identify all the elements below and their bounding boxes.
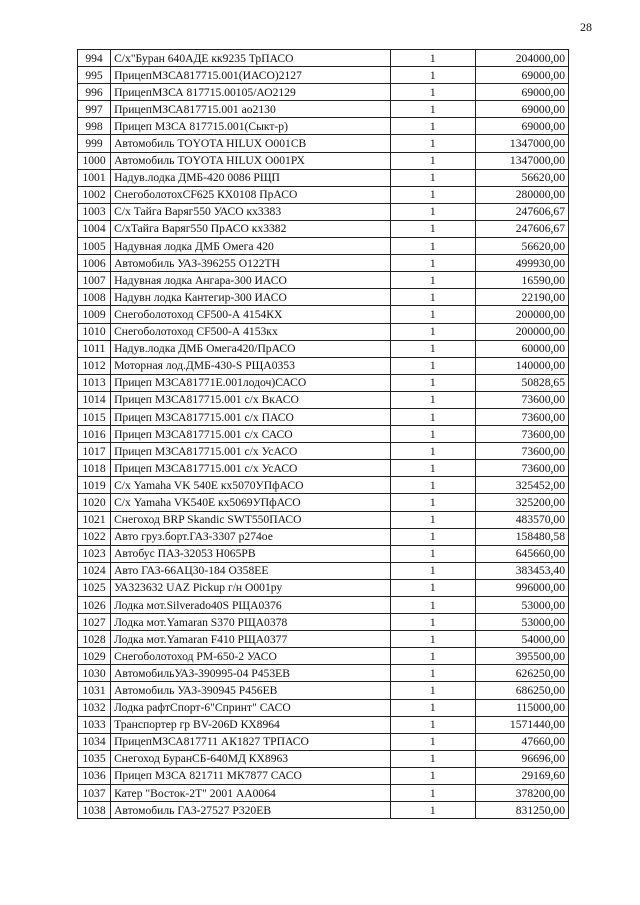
item-name-cell: Транспортер гр BV-206D КХ8964: [111, 716, 391, 733]
amount-cell: 53000,00: [475, 614, 568, 631]
amount-cell: 645660,00: [475, 545, 568, 562]
quantity-cell: 1: [390, 255, 475, 272]
item-name-cell: СнегоболотохCF625 КХ0108 ПрАСО: [111, 186, 391, 203]
table-row: [78, 357, 569, 374]
amount-cell: 831250,00: [475, 802, 568, 819]
amount-cell: 247606,67: [475, 203, 568, 220]
amount-cell: 73600,00: [475, 391, 568, 408]
item-name-cell: Лодка мот.Yamaran S370 РЩА0378: [111, 614, 391, 631]
amount-cell: 204000,00: [475, 50, 568, 67]
amount-cell: 1571440,00: [475, 716, 568, 733]
quantity-cell: 1: [390, 186, 475, 203]
item-name-cell: С/х Yamaha VK540Е кх5069УПфАСО: [111, 494, 391, 511]
row-number-cell: 1012: [78, 357, 111, 374]
amount-cell: 73600,00: [475, 426, 568, 443]
amount-cell: 200000,00: [475, 323, 568, 340]
item-name-cell: Автомобиль TOYOTA HILUX О001СВ: [111, 135, 391, 152]
table-row: [78, 101, 569, 118]
item-name-cell: Снегоход БуранСБ-640МД КХ8963: [111, 750, 391, 767]
quantity-cell: 1: [390, 648, 475, 665]
table-row: [78, 511, 569, 528]
quantity-cell: 1: [390, 391, 475, 408]
quantity-cell: 1: [390, 118, 475, 135]
item-name-cell: Снегоход BRP Skandic SWT550ПАСО: [111, 511, 391, 528]
quantity-cell: 1: [390, 631, 475, 648]
item-name-cell: Снегоболотоход РМ-650-2 УАСО: [111, 648, 391, 665]
quantity-cell: 1: [390, 750, 475, 767]
row-number-cell: 996: [78, 84, 111, 101]
table-row: [78, 802, 569, 819]
item-name-cell: Снегоболотоход CF500-А 4154КХ: [111, 306, 391, 323]
row-number-cell: 1008: [78, 289, 111, 306]
table-row: [78, 152, 569, 169]
item-name-cell: Надувная лодка Ангара-300 ИАСО: [111, 272, 391, 289]
amount-cell: 60000,00: [475, 340, 568, 357]
inventory-table-body: [78, 50, 569, 819]
table-row: [78, 614, 569, 631]
quantity-cell: 1: [390, 50, 475, 67]
amount-cell: 69000,00: [475, 84, 568, 101]
quantity-cell: 1: [390, 614, 475, 631]
quantity-cell: 1: [390, 272, 475, 289]
table-row: [78, 699, 569, 716]
table-row: [78, 67, 569, 84]
amount-cell: 325200,00: [475, 494, 568, 511]
row-number-cell: 1021: [78, 511, 111, 528]
amount-cell: 1347000,00: [475, 152, 568, 169]
quantity-cell: 1: [390, 733, 475, 750]
row-number-cell: 1022: [78, 528, 111, 545]
item-name-cell: Автомобиль УАЗ-390945 Р456ЕВ: [111, 682, 391, 699]
item-name-cell: Лодка мот.Silverado40S РЩА0376: [111, 597, 391, 614]
amount-cell: 247606,67: [475, 220, 568, 237]
amount-cell: 1347000,00: [475, 135, 568, 152]
table-row: [78, 477, 569, 494]
row-number-cell: 1026: [78, 597, 111, 614]
table-row: [78, 528, 569, 545]
quantity-cell: 1: [390, 597, 475, 614]
amount-cell: 54000,00: [475, 631, 568, 648]
item-name-cell: Прицеп МЗСА81771Е.001лодоч)САСО: [111, 374, 391, 391]
quantity-cell: 1: [390, 152, 475, 169]
amount-cell: 686250,00: [475, 682, 568, 699]
amount-cell: 73600,00: [475, 460, 568, 477]
amount-cell: 50828,65: [475, 374, 568, 391]
row-number-cell: 1005: [78, 238, 111, 255]
row-number-cell: 1034: [78, 733, 111, 750]
table-row: [78, 374, 569, 391]
page-number: 28: [580, 20, 592, 34]
table-row: [78, 391, 569, 408]
row-number-cell: 1036: [78, 767, 111, 784]
amount-cell: 383453,40: [475, 562, 568, 579]
table-row: [78, 50, 569, 67]
row-number-cell: 1006: [78, 255, 111, 272]
row-number-cell: 1009: [78, 306, 111, 323]
item-name-cell: Лодка рафтСпорт-6"Спринт" САСО: [111, 699, 391, 716]
quantity-cell: 1: [390, 494, 475, 511]
quantity-cell: 1: [390, 682, 475, 699]
row-number-cell: 995: [78, 67, 111, 84]
quantity-cell: 1: [390, 665, 475, 682]
row-number-cell: 1025: [78, 579, 111, 596]
row-number-cell: 1030: [78, 665, 111, 682]
row-number-cell: 1035: [78, 750, 111, 767]
amount-cell: 483570,00: [475, 511, 568, 528]
quantity-cell: 1: [390, 545, 475, 562]
amount-cell: 96696,00: [475, 750, 568, 767]
item-name-cell: Авто ГАЗ-66АЦ30-184 О358ЕЕ: [111, 562, 391, 579]
table-row: [78, 733, 569, 750]
item-name-cell: Авто груз.борт.ГАЗ-3307 р274ое: [111, 528, 391, 545]
item-name-cell: Прицеп МЗСА 821711 МК7877 САСО: [111, 767, 391, 784]
row-number-cell: 1007: [78, 272, 111, 289]
table-row: [78, 665, 569, 682]
quantity-cell: 1: [390, 220, 475, 237]
item-name-cell: Прицеп МЗСА817715.001 с/х ПАСО: [111, 408, 391, 425]
row-number-cell: 1002: [78, 186, 111, 203]
row-number-cell: 1020: [78, 494, 111, 511]
amount-cell: 47660,00: [475, 733, 568, 750]
table-row: [78, 118, 569, 135]
table-row: [78, 631, 569, 648]
row-number-cell: 1037: [78, 785, 111, 802]
amount-cell: 395500,00: [475, 648, 568, 665]
quantity-cell: 1: [390, 135, 475, 152]
quantity-cell: 1: [390, 408, 475, 425]
item-name-cell: Автобус ПАЗ-32053 Н065РВ: [111, 545, 391, 562]
item-name-cell: Надув.лодка ДМБ-420 0086 РЩП: [111, 169, 391, 186]
quantity-cell: 1: [390, 528, 475, 545]
table-row: [78, 340, 569, 357]
item-name-cell: Лодка мот.Yamaran F410 РЩА0377: [111, 631, 391, 648]
row-number-cell: 1004: [78, 220, 111, 237]
table-row: [78, 323, 569, 340]
quantity-cell: 1: [390, 579, 475, 596]
table-row: [78, 785, 569, 802]
amount-cell: 158480,58: [475, 528, 568, 545]
row-number-cell: 1015: [78, 408, 111, 425]
quantity-cell: 1: [390, 67, 475, 84]
quantity-cell: 1: [390, 716, 475, 733]
quantity-cell: 1: [390, 785, 475, 802]
item-name-cell: С/х Yamaha VK 540Е кх5070УПфАСО: [111, 477, 391, 494]
row-number-cell: 1010: [78, 323, 111, 340]
quantity-cell: 1: [390, 767, 475, 784]
quantity-cell: 1: [390, 323, 475, 340]
table-row: [78, 289, 569, 306]
row-number-cell: 1027: [78, 614, 111, 631]
amount-cell: 16590,00: [475, 272, 568, 289]
table-row: [78, 408, 569, 425]
item-name-cell: ПрицепМЗСА817711 АК1827 ТРПАСО: [111, 733, 391, 750]
table-row: [78, 597, 569, 614]
row-number-cell: 1003: [78, 203, 111, 220]
table-row: [78, 306, 569, 323]
row-number-cell: 1031: [78, 682, 111, 699]
quantity-cell: 1: [390, 460, 475, 477]
table-row: [78, 767, 569, 784]
table-row: [78, 443, 569, 460]
quantity-cell: 1: [390, 238, 475, 255]
amount-cell: 73600,00: [475, 408, 568, 425]
item-name-cell: Моторная лод.ДМБ-430-S РЩА0353: [111, 357, 391, 374]
quantity-cell: 1: [390, 511, 475, 528]
table-row: [78, 750, 569, 767]
table-row: [78, 460, 569, 477]
table-row: [78, 186, 569, 203]
table-row: [78, 648, 569, 665]
item-name-cell: С/хТайга Варяг550 ПрАСО кх3382: [111, 220, 391, 237]
item-name-cell: Катер "Восток-2Т" 2001 АА0064: [111, 785, 391, 802]
item-name-cell: Прицеп МЗСА 817715.001(Сыкт-р): [111, 118, 391, 135]
table-row: [78, 579, 569, 596]
quantity-cell: 1: [390, 426, 475, 443]
row-number-cell: 1024: [78, 562, 111, 579]
amount-cell: 325452,00: [475, 477, 568, 494]
row-number-cell: 994: [78, 50, 111, 67]
quantity-cell: 1: [390, 340, 475, 357]
table-row: [78, 545, 569, 562]
table-row: [78, 169, 569, 186]
table-row: [78, 426, 569, 443]
item-name-cell: Надув.лодка ДМБ Омега420/ПрАСО: [111, 340, 391, 357]
row-number-cell: 1038: [78, 802, 111, 819]
inventory-table: [77, 49, 569, 819]
item-name-cell: ПрицепМЗСА817715.001 ао2130: [111, 101, 391, 118]
quantity-cell: 1: [390, 289, 475, 306]
row-number-cell: 1016: [78, 426, 111, 443]
table-row: [78, 562, 569, 579]
row-number-cell: 1014: [78, 391, 111, 408]
row-number-cell: 997: [78, 101, 111, 118]
item-name-cell: Прицеп МЗСА817715.001 с/х ВкАСО: [111, 391, 391, 408]
quantity-cell: 1: [390, 101, 475, 118]
table-row: [78, 494, 569, 511]
amount-cell: 69000,00: [475, 67, 568, 84]
item-name-cell: ПрицепМЗСА817715.001(ИАСО)2127: [111, 67, 391, 84]
row-number-cell: 1001: [78, 169, 111, 186]
item-name-cell: Надувн лодка Кантегир-300 ИАСО: [111, 289, 391, 306]
item-name-cell: ПрицепМЗСА 817715.00105/АО2129: [111, 84, 391, 101]
amount-cell: 56620,00: [475, 169, 568, 186]
row-number-cell: 1023: [78, 545, 111, 562]
quantity-cell: 1: [390, 477, 475, 494]
quantity-cell: 1: [390, 84, 475, 101]
row-number-cell: 1019: [78, 477, 111, 494]
item-name-cell: С/х"Буран 640АДЕ кк9235 ТрПАСО: [111, 50, 391, 67]
item-name-cell: УА323632 UAZ Pickup г/н О001ру: [111, 579, 391, 596]
item-name-cell: АвтомобильУАЗ-390995-04 Р453ЕВ: [111, 665, 391, 682]
item-name-cell: Снегоболотоход CF500-А 4153кх: [111, 323, 391, 340]
amount-cell: 996000,00: [475, 579, 568, 596]
amount-cell: 378200,00: [475, 785, 568, 802]
amount-cell: 22190,00: [475, 289, 568, 306]
row-number-cell: 1013: [78, 374, 111, 391]
row-number-cell: 998: [78, 118, 111, 135]
item-name-cell: Прицеп МЗСА817715.001 с/х УсАСО: [111, 443, 391, 460]
item-name-cell: Автомобиль ГАЗ-27527 Р320ЕВ: [111, 802, 391, 819]
table-row: [78, 84, 569, 101]
amount-cell: 69000,00: [475, 118, 568, 135]
item-name-cell: Автомобиль УАЗ-396255 О122ТН: [111, 255, 391, 272]
quantity-cell: 1: [390, 306, 475, 323]
amount-cell: 140000,00: [475, 357, 568, 374]
row-number-cell: 999: [78, 135, 111, 152]
amount-cell: 53000,00: [475, 597, 568, 614]
row-number-cell: 1017: [78, 443, 111, 460]
item-name-cell: Надувная лодка ДМБ Омега 420: [111, 238, 391, 255]
quantity-cell: 1: [390, 374, 475, 391]
table-row: [78, 203, 569, 220]
row-number-cell: 1033: [78, 716, 111, 733]
amount-cell: 56620,00: [475, 238, 568, 255]
amount-cell: 626250,00: [475, 665, 568, 682]
row-number-cell: 1018: [78, 460, 111, 477]
amount-cell: 73600,00: [475, 443, 568, 460]
table-row: [78, 255, 569, 272]
item-name-cell: Прицеп МЗСА817715.001 с/х УсАСО: [111, 460, 391, 477]
row-number-cell: 1028: [78, 631, 111, 648]
table-row: [78, 272, 569, 289]
quantity-cell: 1: [390, 802, 475, 819]
quantity-cell: 1: [390, 169, 475, 186]
table-row: [78, 135, 569, 152]
quantity-cell: 1: [390, 562, 475, 579]
quantity-cell: 1: [390, 357, 475, 374]
amount-cell: 200000,00: [475, 306, 568, 323]
amount-cell: 29169,60: [475, 767, 568, 784]
amount-cell: 499930,00: [475, 255, 568, 272]
amount-cell: 115000,00: [475, 699, 568, 716]
amount-cell: 69000,00: [475, 101, 568, 118]
amount-cell: 280000,00: [475, 186, 568, 203]
row-number-cell: 1011: [78, 340, 111, 357]
quantity-cell: 1: [390, 203, 475, 220]
item-name-cell: Прицеп МЗСА817715.001 с/х САСО: [111, 426, 391, 443]
table-row: [78, 682, 569, 699]
table-row: [78, 220, 569, 237]
table-row: [78, 716, 569, 733]
row-number-cell: 1000: [78, 152, 111, 169]
row-number-cell: 1032: [78, 699, 111, 716]
quantity-cell: 1: [390, 699, 475, 716]
table-row: [78, 238, 569, 255]
item-name-cell: Автомобиль TOYOTA HILUX О001РХ: [111, 152, 391, 169]
item-name-cell: С/х Тайга Варяг550 УАСО кх3383: [111, 203, 391, 220]
row-number-cell: 1029: [78, 648, 111, 665]
quantity-cell: 1: [390, 443, 475, 460]
